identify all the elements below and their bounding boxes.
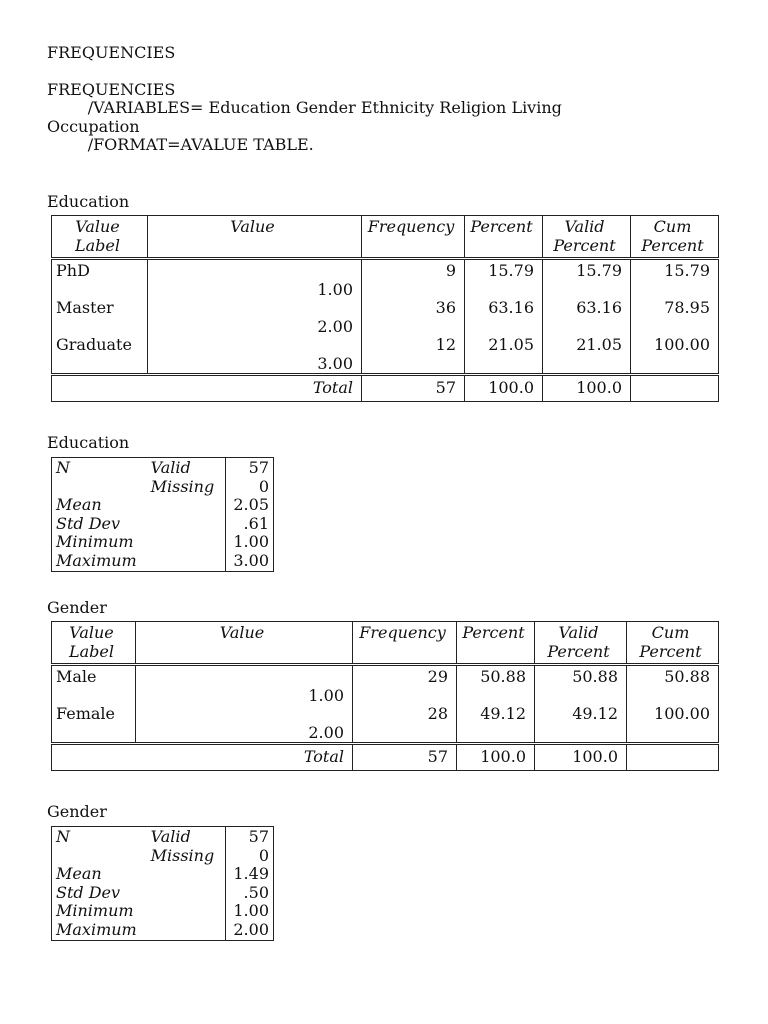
stats-row: [52, 458, 274, 478]
stats-value: 0: [226, 847, 274, 866]
stats-label: N: [56, 827, 70, 846]
frequency-cell: 36: [362, 299, 465, 336]
syntax-variables: /VARIABLES= Education Gender Ethnicity Religion Living: [47, 98, 562, 117]
percent-cell: 63.16: [465, 299, 543, 336]
stats-value: .61: [226, 515, 274, 534]
stats-label: [52, 478, 147, 497]
syntax-command: FREQUENCIES: [47, 80, 176, 99]
valid-percent-cell: 21.05: [543, 336, 631, 375]
stats-row: [52, 478, 274, 497]
value-label-cell: Male: [52, 665, 136, 706]
total-frequency: 57: [362, 375, 465, 402]
stats-label: [52, 847, 147, 866]
stats-sublabel: Missing: [150, 476, 215, 496]
total-label: Total: [52, 744, 353, 771]
value-cell: 1.00: [148, 259, 362, 300]
total-frequency: 57: [353, 744, 457, 771]
column-header-value: Value: [136, 622, 353, 665]
cum-percent-cell: 15.79: [631, 259, 719, 300]
frequency-cell: 9: [362, 259, 465, 300]
stats-label: Std Dev: [56, 513, 121, 533]
stats-value: 2.05: [226, 496, 274, 515]
stats-value: 1.00: [226, 533, 274, 552]
value-cell: 2.00: [148, 299, 362, 336]
stats-sublabel: Valid: [150, 458, 191, 477]
column-header-value-label: Value Label: [52, 622, 136, 665]
table-row: [52, 336, 719, 375]
table-row: [52, 665, 719, 706]
column-header-cum-percent: Cum Percent: [627, 622, 719, 665]
valid-percent-cell: 49.12: [535, 705, 627, 744]
column-header-percent: Percent: [465, 216, 543, 259]
cum-percent-cell: 100.00: [627, 705, 719, 744]
percent-cell: 50.88: [457, 665, 535, 706]
stats-value: 57: [226, 827, 274, 847]
stats-row: [52, 902, 274, 921]
stats-row: [52, 865, 274, 884]
column-header-frequency: Frequency: [362, 216, 465, 259]
percent-cell: 49.12: [457, 705, 535, 744]
stats-row: [52, 847, 274, 866]
stats-row: [52, 552, 274, 572]
stats-row: [52, 884, 274, 903]
frequency-cell: 29: [353, 665, 457, 706]
column-header-value-label: Value Label: [52, 216, 148, 259]
frequency-cell: 12: [362, 336, 465, 375]
stats-value: 57: [226, 458, 274, 478]
syntax-format: /FORMAT=AVALUE TABLE.: [47, 135, 314, 154]
frequency-cell: 28: [353, 705, 457, 744]
valid-percent-cell: 50.88: [535, 665, 627, 706]
stats-label: Minimum: [56, 532, 134, 551]
total-valid-percent: 100.0: [543, 375, 631, 402]
stats-value: .50: [226, 884, 274, 903]
stats-label: Maximum: [56, 919, 137, 939]
table-row: [52, 259, 719, 300]
valid-percent-cell: 63.16: [543, 299, 631, 336]
stats-label: Minimum: [56, 901, 134, 920]
stats-table-gender: [51, 826, 274, 941]
section-title-education-stats: Education: [47, 433, 130, 452]
value-label-cell: Master: [52, 299, 148, 336]
total-valid-percent: 100.0: [535, 744, 627, 771]
table-row: [52, 705, 719, 744]
percent-cell: 21.05: [465, 336, 543, 375]
valid-percent-cell: 15.79: [543, 259, 631, 300]
stats-value: 1.00: [226, 902, 274, 921]
frequency-table-education: [51, 215, 719, 402]
stats-label: Maximum: [56, 550, 137, 570]
value-label-cell: Female: [52, 705, 136, 744]
table-header-row: [52, 216, 719, 259]
section-title-gender-stats: Gender: [47, 802, 107, 821]
stats-label: Mean: [56, 495, 102, 514]
column-header-valid-percent: Valid Percent: [535, 622, 627, 665]
stats-row: [52, 533, 274, 552]
stats-sublabel: Missing: [150, 845, 215, 865]
total-percent: 100.0: [457, 744, 535, 771]
cum-percent-cell: 50.88: [627, 665, 719, 706]
value-cell: 3.00: [148, 336, 362, 375]
value-cell: 1.00: [136, 665, 353, 706]
total-label: Total: [52, 375, 362, 402]
cum-percent-cell: 100.00: [631, 336, 719, 375]
stats-table-education: [51, 457, 274, 572]
stats-value: 1.49: [226, 865, 274, 884]
value-label-cell: Graduate: [52, 336, 148, 375]
total-cum-percent: [627, 744, 719, 771]
stats-label: Mean: [56, 864, 102, 883]
value-cell: 2.00: [136, 705, 353, 744]
section-title-gender: Gender: [47, 598, 107, 617]
stats-row: [52, 921, 274, 941]
command-title: FREQUENCIES: [47, 43, 176, 62]
column-header-cum-percent: Cum Percent: [631, 216, 719, 259]
value-label-cell: PhD: [52, 259, 148, 300]
section-title-education: Education: [47, 192, 130, 211]
syntax-variables-continued: Occupation: [47, 117, 140, 136]
table-header-row: [52, 622, 719, 665]
stats-row: [52, 496, 274, 515]
stats-label: N: [56, 458, 70, 477]
stats-sublabel: Valid: [150, 827, 191, 846]
total-row: [52, 375, 719, 402]
total-cum-percent: [631, 375, 719, 402]
frequency-table-gender: [51, 621, 719, 771]
total-percent: 100.0: [465, 375, 543, 402]
total-row: [52, 744, 719, 771]
stats-value: 2.00: [226, 921, 274, 941]
stats-label: Std Dev: [56, 882, 121, 902]
column-header-percent: Percent: [457, 622, 535, 665]
stats-row: [52, 827, 274, 847]
column-header-valid-percent: Valid Percent: [543, 216, 631, 259]
stats-row: [52, 515, 274, 534]
cum-percent-cell: 78.95: [631, 299, 719, 336]
percent-cell: 15.79: [465, 259, 543, 300]
table-row: [52, 299, 719, 336]
stats-value: 0: [226, 478, 274, 497]
column-header-value: Value: [148, 216, 362, 259]
stats-value: 3.00: [226, 552, 274, 572]
column-header-frequency: Frequency: [353, 622, 457, 665]
